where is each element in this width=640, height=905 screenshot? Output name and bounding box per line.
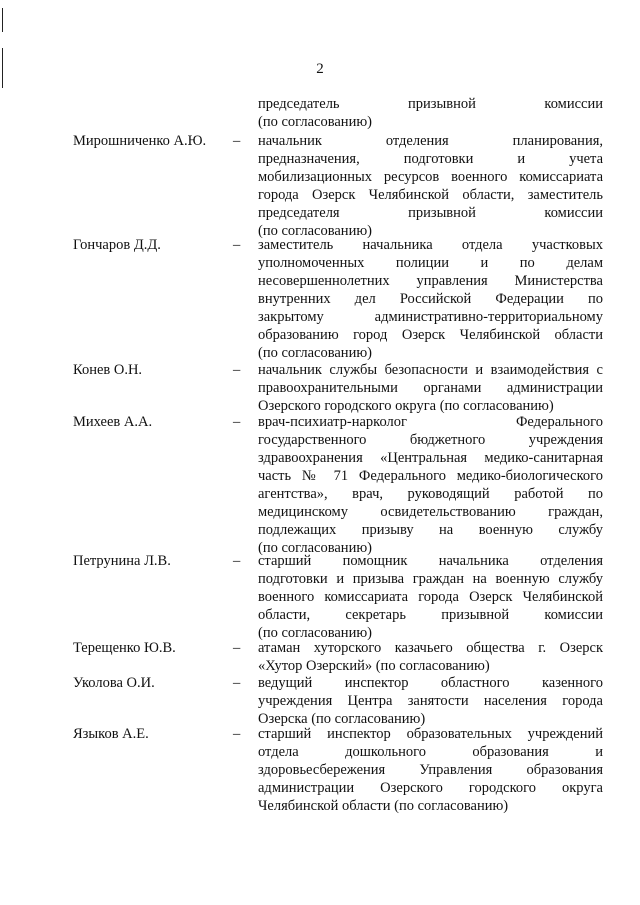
- member-name: Терещенко Ю.В.: [73, 640, 176, 656]
- description-line: закрытому административно-территориальному: [258, 309, 603, 325]
- member-description: [258, 361, 603, 415]
- dash-separator: –: [233, 726, 241, 742]
- member-description: [258, 413, 603, 557]
- description-line: внутренних дел Российской Федерации по: [258, 291, 603, 307]
- description-line: подлежащих призыву на военную службу: [258, 522, 603, 538]
- dash-separator: –: [233, 553, 241, 569]
- description-line: (по согласованию): [258, 625, 372, 641]
- dash-separator: –: [233, 675, 241, 691]
- margin-mark: [2, 8, 3, 32]
- description-line: врач-психиатр-нарколог Федерального: [258, 414, 603, 430]
- description-line: (по согласованию): [258, 114, 372, 130]
- page-number: 2: [316, 61, 324, 77]
- dash-separator: –: [233, 362, 241, 378]
- member-name: Петрунина Л.В.: [73, 553, 171, 569]
- description-line: (по согласованию): [258, 223, 372, 239]
- description-line: атаман хуторского казачьего общества г. Озерск: [258, 640, 603, 656]
- member-description: [258, 552, 603, 642]
- description-line: «Хутор Озерский» (по согласованию): [258, 658, 490, 674]
- dash-separator: –: [233, 414, 241, 430]
- description-line: администрации Озерского городского округа: [258, 780, 603, 796]
- member-name: Мирошниченко А.Ю.: [73, 133, 207, 149]
- description-line: государственного бюджетного учреждения: [258, 432, 603, 448]
- member-description: [258, 236, 603, 362]
- description-line: Озерска (по согласованию): [258, 711, 426, 727]
- description-line: здравоохранения «Центральная медико-санитарная: [258, 450, 603, 466]
- description-line: мобилизационных ресурсов военного комиссариата: [258, 169, 603, 185]
- member-name: Гончаров Д.Д.: [73, 237, 161, 253]
- member-name: Языков А.Е.: [73, 726, 149, 742]
- description-line: медицинскому освидетельствованию граждан,: [258, 504, 603, 520]
- description-line: области, секретарь призывной комиссии: [258, 607, 603, 623]
- member-name: Уколова О.И.: [73, 675, 155, 691]
- description-line: агентства», врач, руководящий работой по: [258, 486, 603, 502]
- description-line: (по согласованию): [258, 540, 372, 556]
- description-line: военного комиссариата города Озерск Челябинской: [258, 589, 603, 605]
- description-line: отдела дошкольного образования и: [258, 744, 603, 760]
- description-line: Челябинской области (по согласованию): [258, 798, 509, 814]
- description-line: председатель призывной комиссии: [258, 96, 603, 112]
- description-line: правоохранительными органами администрации: [258, 380, 603, 396]
- member-name: Михеев А.А.: [73, 414, 153, 430]
- description-line: часть № 71 Федерального медико-биологического: [258, 468, 603, 484]
- member-name: Конев О.Н.: [73, 362, 143, 378]
- dash-separator: –: [233, 640, 241, 656]
- description-line: предназначения, подготовки и учета: [258, 151, 603, 167]
- description-line: подготовки и призыва граждан на военную службу: [258, 571, 603, 587]
- description-line: несовершеннолетних управления Министерства: [258, 273, 603, 289]
- continuation-description: [258, 95, 603, 131]
- description-line: старший помощник начальника отделения: [258, 553, 603, 569]
- member-description: [258, 639, 603, 675]
- description-line: Озерского городского округа (по согласованию): [258, 398, 554, 414]
- description-line: начальник службы безопасности и взаимодействия с: [258, 362, 603, 378]
- dash-separator: –: [233, 133, 241, 149]
- description-line: здоровьесбережения Управления образования: [258, 762, 603, 778]
- member-description: [258, 132, 603, 240]
- member-description: [258, 674, 603, 728]
- description-line: уполномоченных полиции и по делам: [258, 255, 603, 271]
- dash-separator: –: [233, 237, 241, 253]
- description-line: (по согласованию): [258, 345, 372, 361]
- description-line: города Озерск Челябинской области, заместитель: [258, 187, 603, 203]
- description-line: заместитель начальника отдела участковых: [258, 237, 603, 253]
- description-line: старший инспектор образовательных учреждений: [258, 726, 603, 742]
- member-description: [258, 725, 603, 815]
- description-line: начальник отделения планирования,: [258, 133, 603, 149]
- description-line: учреждения Центра занятости населения города: [258, 693, 603, 709]
- description-line: ведущий инспектор областного казенного: [258, 675, 603, 691]
- description-line: председателя призывной комиссии: [258, 205, 603, 221]
- description-line: образованию город Озерск Челябинской области: [258, 327, 603, 343]
